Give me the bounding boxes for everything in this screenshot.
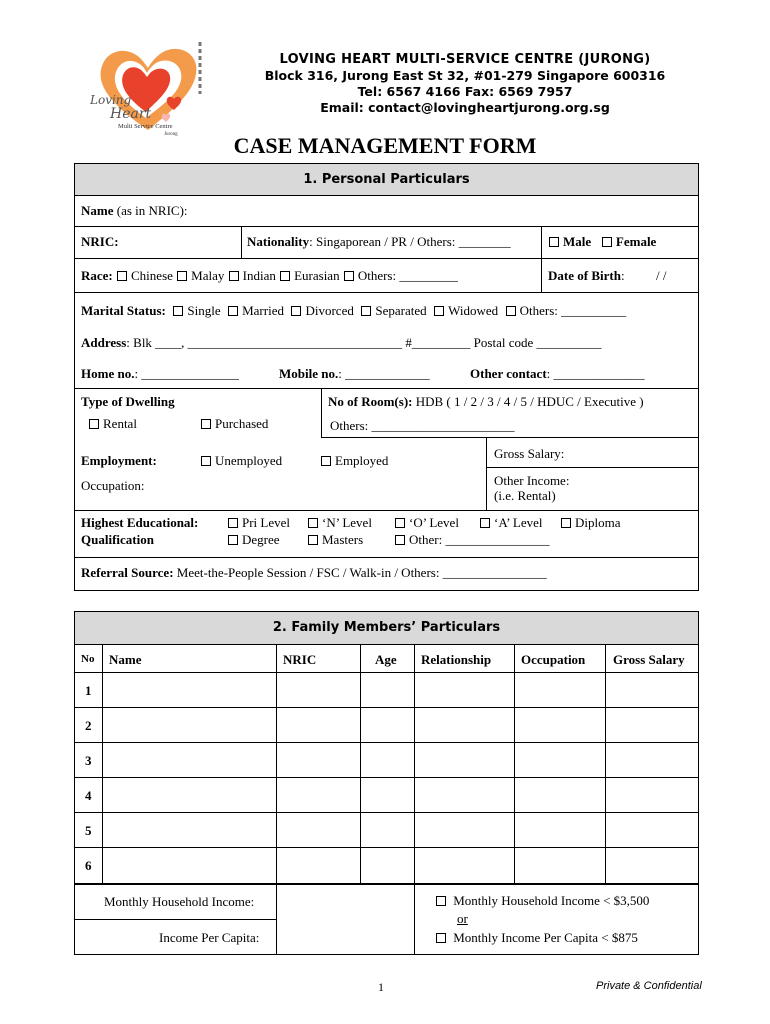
checkbox-icon <box>228 535 238 545</box>
edu-a-level-checkbox[interactable]: ‘A’ Level <box>479 515 542 531</box>
marital-options: Marital Status: Single Married Divorced Separated Widowed Others: __________ <box>81 303 627 318</box>
gross-salary-field[interactable]: Gross Salary: <box>494 446 565 461</box>
col-nric: NRIC <box>283 652 317 667</box>
mobile-no-field[interactable]: Mobile no.: _____________ <box>279 366 430 381</box>
race-options: Race: Chinese Malay Indian Eurasian Others: _________ <box>81 268 458 283</box>
checkbox-icon <box>549 237 559 247</box>
checkbox-icon <box>308 518 318 528</box>
criteria-per-capita-checkbox[interactable]: Monthly Income Per Capita < $875 <box>435 930 638 946</box>
svg-text:Loving: Loving <box>90 93 132 107</box>
checkbox-icon <box>201 419 211 429</box>
marital-divorced-checkbox[interactable]: Divorced <box>290 303 353 318</box>
section-1-header: 1. Personal Particulars <box>75 164 698 195</box>
edu-other-checkbox[interactable]: Other: ________________ <box>394 532 549 548</box>
dwelling-rental-checkbox[interactable]: Rental <box>88 416 137 432</box>
org-name: LOVING HEART MULTI-SERVICE CENTRE (JURONG) <box>279 52 651 67</box>
page-number: 1 <box>378 980 384 994</box>
row-number-5: 5 <box>85 823 92 838</box>
employment-label: Employment: <box>81 453 157 468</box>
checkbox-icon <box>321 456 331 466</box>
dwelling-purchased-checkbox[interactable]: Purchased <box>200 416 268 432</box>
checkbox-icon <box>291 306 301 316</box>
checkbox-icon <box>308 535 318 545</box>
unemployed-checkbox[interactable]: Unemployed <box>200 453 282 469</box>
col-relationship: Relationship <box>421 652 492 667</box>
edu-label: Highest Educational: <box>81 515 199 530</box>
race-chinese-checkbox[interactable]: Chinese <box>116 268 173 283</box>
row-number-3: 3 <box>85 753 92 768</box>
checkbox-icon <box>395 518 405 528</box>
marital-single-checkbox[interactable]: Single <box>172 303 220 318</box>
col-gross-salary: Gross Salary <box>613 652 685 667</box>
other-income-field[interactable]: Other Income: <box>494 473 570 488</box>
checkbox-icon <box>561 518 571 528</box>
checkbox-icon <box>602 237 612 247</box>
org-phone-fax: Tel: 6567 4166 Fax: 6569 7957 <box>357 84 573 99</box>
employed-checkbox[interactable]: Employed <box>320 453 388 469</box>
marital-others-checkbox[interactable]: Others: __________ <box>505 303 627 318</box>
other-income-note: (i.e. Rental) <box>494 488 556 503</box>
svg-text:Multi Service Centre: Multi Service Centre <box>118 123 173 130</box>
rooms-field[interactable]: No of Room(s): HDB ( 1 / 2 / 3 / 4 / 5 / HDUC / Executive ) <box>328 394 644 409</box>
checkbox-icon <box>228 518 238 528</box>
org-email: Email: contact@lovingheartjurong.org.sg <box>320 100 610 115</box>
edu-label-2: Qualification <box>81 532 154 547</box>
section-2-header: 2. Family Members’ Particulars <box>75 612 698 644</box>
dwelling-label: Type of Dwelling <box>81 394 175 409</box>
checkbox-icon <box>480 518 490 528</box>
org-header <box>235 52 695 116</box>
checkbox-icon <box>229 271 239 281</box>
svg-text:Jurong: Jurong <box>164 132 178 137</box>
col-occupation: Occupation <box>521 652 586 667</box>
marital-separated-checkbox[interactable]: Separated <box>360 303 426 318</box>
referral-field[interactable]: Referral Source: Meet-the-People Session / FSC / Walk-in / Others: ________________ <box>81 565 547 580</box>
col-no: No <box>81 653 95 665</box>
occupation-field[interactable]: Occupation: <box>81 478 145 493</box>
rooms-others-field[interactable]: Others: ______________________ <box>330 418 515 433</box>
edu-diploma-checkbox[interactable]: Diploma <box>560 515 621 531</box>
checkbox-icon <box>117 271 127 281</box>
female-checkbox[interactable]: Female <box>601 234 656 249</box>
row-number-4: 4 <box>85 788 92 803</box>
edu-n-level-checkbox[interactable]: ‘N’ Level <box>307 515 372 531</box>
form-title: CASE MANAGEMENT FORM <box>233 133 537 158</box>
race-malay-checkbox[interactable]: Malay <box>176 268 224 283</box>
checkbox-icon <box>506 306 516 316</box>
edu-degree-checkbox[interactable]: Degree <box>227 532 280 548</box>
row-number-1: 1 <box>85 683 92 698</box>
monthly-income-field[interactable]: Monthly Household Income: <box>104 894 255 909</box>
home-no-field[interactable]: Home no.: _______________ <box>81 366 239 381</box>
other-contact-field[interactable]: Other contact: ______________ <box>470 366 645 381</box>
checkbox-icon <box>434 306 444 316</box>
dob-field[interactable]: Date of Birth: <box>548 268 625 283</box>
confidential-label: Private & Confidential <box>596 980 702 992</box>
gender-options <box>548 234 656 250</box>
col-age: Age <box>375 652 397 667</box>
marital-married-checkbox[interactable]: Married <box>227 303 284 318</box>
edu-pri-checkbox[interactable]: Pri Level <box>227 515 290 531</box>
checkbox-icon <box>280 271 290 281</box>
race-eurasian-checkbox[interactable]: Eurasian <box>279 268 339 283</box>
male-checkbox[interactable]: Male <box>548 234 591 249</box>
criteria-household-checkbox[interactable]: Monthly Household Income < $3,500 <box>435 893 649 909</box>
checkbox-icon <box>436 896 446 906</box>
edu-o-level-checkbox[interactable]: ‘O’ Level <box>394 515 459 531</box>
marital-widowed-checkbox[interactable]: Widowed <box>433 303 498 318</box>
checkbox-icon <box>177 271 187 281</box>
logo-heart <box>88 38 228 138</box>
checkbox-icon <box>436 933 446 943</box>
checkbox-icon <box>395 535 405 545</box>
dob-slashes: / / <box>656 268 667 283</box>
name-field[interactable]: Name (as in NRIC): <box>81 203 188 218</box>
checkbox-icon <box>361 306 371 316</box>
race-indian-checkbox[interactable]: Indian <box>228 268 276 283</box>
row-number-2: 2 <box>85 718 92 733</box>
checkbox-icon <box>344 271 354 281</box>
row-number-6: 6 <box>85 858 92 873</box>
nric-field[interactable]: NRIC: <box>81 234 119 249</box>
criteria-or: or <box>457 911 468 926</box>
checkbox-icon <box>228 306 238 316</box>
address-field[interactable]: Address: Blk ____, _________________________________ #_________ Postal code __________ <box>81 335 602 350</box>
edu-masters-checkbox[interactable]: Masters <box>307 532 363 548</box>
per-capita-field[interactable]: Income Per Capita: <box>159 930 260 945</box>
race-others-checkbox[interactable]: Others: _________ <box>343 268 458 283</box>
checkbox-icon <box>201 456 211 466</box>
org-address: Block 316, Jurong East St 32, #01-279 Singapore 600316 <box>264 68 666 83</box>
col-name: Name <box>109 652 142 667</box>
nationality-field[interactable]: Nationality: Singaporean / PR / Others: ________ <box>247 234 511 249</box>
svg-text:Heart: Heart <box>110 106 152 122</box>
checkbox-icon <box>89 419 99 429</box>
checkbox-icon <box>173 306 183 316</box>
